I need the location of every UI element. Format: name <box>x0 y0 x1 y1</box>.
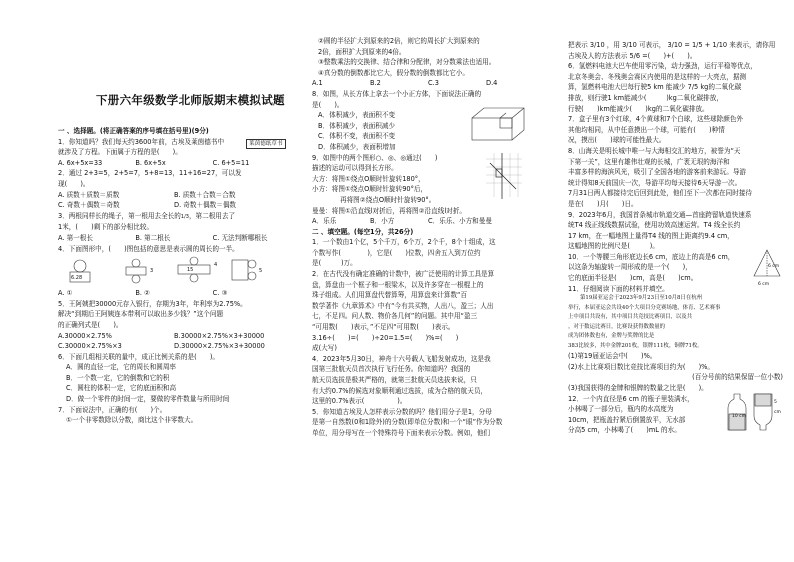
q2-options-ab <box>58 190 290 201</box>
q2-option-b: B. 质数＋合数＝合数 <box>174 190 236 199</box>
f3-line-b: 成(大写) <box>312 344 337 353</box>
q7c-line-2: 其他均相同，从中任意摸出一个球，可能有( )种情 <box>568 125 725 134</box>
q7-options <box>312 78 544 89</box>
q3-option-a: A. 第一根长 <box>58 233 93 242</box>
q6-option-c: C．圆柱的体积一定，它的底面积和高 <box>66 384 177 393</box>
q8c-line-6: 是在( )月( )日。 <box>568 199 638 208</box>
column-2 <box>312 36 544 562</box>
q11-sub-3: (3)我国获得的金牌和银牌的数量之比是( )。 <box>568 384 708 393</box>
passage-line-6: 383比较多，其中金牌201枚，银牌111枚，铜牌71枚。 <box>568 342 703 349</box>
q6-line-2: 北京冬奥会、冬残奥会赛区内使用的是这样的一大亮点，据测 <box>568 72 747 81</box>
passage-line-5: 成为团体数也有，金牌与奖牌的比是 <box>568 333 655 340</box>
q8c-line-5: 7月31日两人都接待完后回到此处，他们至下一次都在同时接待 <box>568 189 753 198</box>
q2-option-d: D. 奇数＋偶数＝偶数 <box>174 201 237 210</box>
q4-num-2: 3 <box>150 268 154 275</box>
q6-line: 6．下面几组相关联的量中，成正比例关系的是( )。 <box>58 352 219 361</box>
q5-line-1: 5．王阿姨把30000元存入银行，存期为3年，年利率为2.75%。 <box>58 299 247 308</box>
q3-options <box>58 233 290 244</box>
q8-block <box>312 110 544 152</box>
section-heading-1: 一 、选择题。(将正确答案的序号填在括号里)(9分) <box>58 127 209 135</box>
q9-line-1: 9．如图中的两个图形○、◎、◎通过( ) <box>312 153 438 162</box>
q4-num-1: 6.28 <box>71 275 83 282</box>
q9c-line-3: 17 km，在一幅地图上量得T4 线的图上距离约9.4 cm， <box>568 231 734 240</box>
column-3 <box>568 40 783 562</box>
f4-line-4: 有大约0.7%的候选对象顺利通过选拔，成为合格的航天员， <box>312 386 488 395</box>
q1-option-c: C. 6+5=11 <box>212 158 250 167</box>
column-1 <box>58 126 290 562</box>
f2-line-6: “可用数( )表示，”不足四“可用数( )表示。 <box>312 323 455 332</box>
q8c-line-1: 8．山海关是明长城中唯一与大海相交汇的地方，被誉为“天 <box>568 146 741 155</box>
q4-option-a: A. ① <box>58 289 73 298</box>
q1-option-a: A. 6x+5x=33 <box>58 158 103 167</box>
q8-option-a: A．体积减少，表面积不变 <box>318 111 396 120</box>
f5-continued-2: 古埃及人的方法表示 5/6 =( )+( )。 <box>568 51 697 60</box>
q4-line: 4．下面图形中，( )图包括的意思是表示圆的周长的一半。 <box>58 244 239 253</box>
q8c-line-4: 统计得知8天前国庆一次，导游平均每天接待6天导游一次。 <box>568 178 742 187</box>
q3-option-c: C. 无法判断哪根长 <box>212 233 268 242</box>
f4-line-2: 国第三批航天员首次执行飞行任务。你知道吗？我国的 <box>312 365 471 374</box>
q7-option-a: A.1 <box>312 79 323 88</box>
f3-line: 3.16÷( )=( )÷20=1.5=( )%=( ) <box>312 333 459 342</box>
q4-option-c: C. ③ <box>212 289 228 298</box>
f1-line-3: 是( )万。 <box>312 259 357 268</box>
triangle-base-label: 6 cm <box>758 281 770 287</box>
q12-line-2: 小林喝了一部分后，瓶内的水高度为 <box>568 405 674 414</box>
f5-line-3: 单位，用分母写在一个特殊符号下面来表示分数。例如，他们 <box>312 428 491 437</box>
q4-figures-svg <box>58 254 290 288</box>
passage-block <box>568 294 783 351</box>
f2-line-4: 数学著作《九章算术》中有“今有共买物，人出八，盈三；人出 <box>312 301 494 310</box>
f5-line-2: 是第一自然数(0和1除外)的分数(即单位分数)和一个“眼”作为分数 <box>312 418 503 427</box>
q12-line-4: 分高5 cm，小林喝了( )mL 的水。 <box>568 426 681 435</box>
q6-option-a: A．圆的直径一定，它的周长和圆周率 <box>66 363 177 372</box>
q4-options <box>58 288 290 299</box>
q2-option-c: C. 奇数＋偶数＝奇数 <box>58 201 120 210</box>
q5-options-ab <box>58 331 290 342</box>
q9-option-b: B．小方 <box>370 217 395 226</box>
passage-line-1: 第19届亚运会于2023年9月23日至10月8日在杭州 <box>580 295 703 302</box>
f4-line-3: 航天员选拔是极其严格的，就第三批航天员选拔来说，只 <box>312 376 477 384</box>
q1-options <box>58 158 290 169</box>
f5-line-1: 5．你知道古埃及人怎样表示分数的吗？他们用分子是1，分母 <box>312 407 492 416</box>
q2-line-2: 现( )。 <box>58 179 90 188</box>
bottle-gap-label: 5 cm <box>774 399 781 416</box>
q1-line-1: 1．你知道吗？我们每天约3600年前，古埃及莱茵德书中 <box>58 137 225 146</box>
q7-statement-1: ①一个非零数除以分数，商比这个非零数大。 <box>66 416 198 425</box>
passage-line-2: 举行，本届亚运会共设40个大项目分竞赛场地，体育、艺术赛事 <box>568 304 721 311</box>
q4-figures <box>58 254 290 288</box>
q3-line-2: 1米，( )剩下的部分相比较。 <box>58 223 154 232</box>
f4-line-1: 4．2023年5月30日，神舟十六号载人飞船发射成功，这是我 <box>312 354 491 363</box>
q7-option-c: C.3 <box>428 79 439 88</box>
q9-grid-figure <box>482 151 526 201</box>
q5-option-b: B.30000×2.75%×3+30000 <box>174 331 265 340</box>
q4-option-b: B. ② <box>135 289 150 298</box>
q2-line-1: 2．通过 2+3=5，2+5=7，5+8=13，11+16=27，可以发 <box>58 169 242 178</box>
q8-option-b: B．体积减少，表面积减少 <box>318 121 396 130</box>
q12-line-1: 12．一个内直径是6 cm 的瓶子里装满水， <box>568 394 694 403</box>
f1-line-2: 个数写作( )，它是( )位数，四舍五入到万位约 <box>312 248 481 257</box>
q9-block <box>312 153 544 227</box>
q3-line-1: 3．两根同样长的绳子，第一根用去全长的1/3，第二根用去了 <box>58 211 236 220</box>
q7-option-d: D.4 <box>486 79 498 88</box>
page-title: 下册六年级数学北师版期末模拟试题 <box>96 93 285 107</box>
f2-line-5: 七，不足四。问人数、物价各几何”的问题。其中用“盈三 <box>312 312 478 321</box>
q10-line-3: 它的底面半径是( )cm，高是( )cm。 <box>568 274 698 283</box>
passage-line-4: 。对于数运比赛日，比赛设获得数数量的 <box>568 323 666 330</box>
q6-option-d: D．做一个零件的时间一定，要做的零件数量与所用时间 <box>66 395 230 404</box>
q5-option-a: A.30000×2.75% <box>58 331 112 340</box>
q6-line-1: 6．氢燃料电池大巴车使用零污染，动力强劲，运行平稳等优点， <box>568 62 757 71</box>
q9c-line-4: 这幅地图的比例尺是( )。 <box>568 242 659 251</box>
q4-num-5: 5 <box>259 268 263 275</box>
q7-statement-3: ③整数乘法的交换律、结合律和分配律，对分数乘法也适用。 <box>318 58 496 67</box>
f2-line-3: 珠子组成。人们用算盘代替算筹，用算盘来计算数“百 <box>312 291 468 300</box>
q9-options <box>312 216 544 227</box>
q7-line: 7．下面说法中，正确的有( )个。 <box>58 405 167 414</box>
q6-option-b: B．一个数一定，它的倒数和它的积 <box>66 373 170 382</box>
q6-line-5: 行驶( )km能减少( )kg的二氧化碳排放。 <box>568 104 709 113</box>
q9-option-c: C．乐乐、小方和曼曼 <box>428 217 492 226</box>
q5-option-c: C.30000×2.75%×3 <box>58 342 122 351</box>
q9-line-2: 描述的运动可以得到长方形。 <box>312 164 398 173</box>
q6-line-3: 算，氢燃料电池大巴每行驶5 km 能减少 7/5 kg的二氧化碳 <box>568 83 742 92</box>
f2-line-2: 盘，算盘由一个框子和一根梁木，以及许多穿在一根棍上的 <box>312 280 484 289</box>
q11-sub-2-note: (百分号前的结果保留一位小数) <box>692 373 783 382</box>
q5-line-2: 解决“到期后王阿姨连本带利可以取出多少钱？”这个问题 <box>58 310 224 319</box>
q7-statement-2: ②圆的半径扩大到原来的2倍，则它的周长扩大到原来的 <box>318 37 480 45</box>
section-heading-2: 二 、填空题。(每空1分，共26分) <box>312 227 414 236</box>
q7-option-b: B.2 <box>370 79 381 88</box>
q10-block <box>568 252 783 287</box>
q9-opinion-c: 再将图②绕点O顺时针旋转90°。 <box>340 195 436 204</box>
q7c-line-3: 况，摸出( )球的可能性最大。 <box>568 136 666 145</box>
q8c-line-2: 下第一关”，这里有雄伟壮观的长城，广袤无垠的海洋和 <box>568 157 730 166</box>
q1-option-b: B. 6x+5x <box>135 158 166 167</box>
q2-option-a: A. 质数＋质数＝质数 <box>58 190 120 199</box>
f4-line-5: 这里的0.7%表示( )。 <box>312 397 407 406</box>
q9c-line-2: 统T4 线正线线数据试验，使用功效高速运营。T4 线全长约 <box>568 221 741 230</box>
papyrus-label: 莱茵德纸草书 <box>246 139 286 149</box>
q2-options-cd <box>58 200 290 211</box>
q11-sub-1: (1)第19届亚运会中( )%。 <box>568 352 657 361</box>
q5-options-cd <box>58 341 290 352</box>
q12-line-3: 10cm，把瓶盖拧紧后倒置放平，无水部 <box>568 415 686 424</box>
q4-num-4: 15 <box>187 267 194 274</box>
q7-statement-2b: 2倍，面积扩大到原来的4倍。 <box>318 47 406 56</box>
q10-line-1: 10．一个等腰三角形底边长6 cm，底边上的高是6 cm， <box>568 252 735 261</box>
q12-block <box>568 394 783 436</box>
cuboid-figure <box>470 104 530 144</box>
q9c-line-1: 9．2023年6月，我国首条城市轨道交通—首座跨留轨道快速系 <box>568 210 752 219</box>
q9-opinion-a: 大方：将图①绕点O顺时针旋转180°， <box>312 174 425 183</box>
q7-statement-4: ④真分数的倒数都比它大，假分数的倒数都比它小。 <box>318 68 469 77</box>
q11-sub-2: (2)水上比赛项目数比竞技比赛项目约为( )%。 <box>568 362 715 371</box>
q5-option-d: D.30000×2.75%×3+30000 <box>174 342 265 351</box>
q8-line-1: 8．如图，从长方体上拿去一个小正方体，下面说法正确的 <box>312 89 482 98</box>
passage-line-3: 上中项目共设有，其中项目共竞技比赛项目，以及共 <box>568 314 692 321</box>
q5-line-3: 的正确列式是( )。 <box>58 320 123 329</box>
q4-num-3: 4 <box>214 262 218 269</box>
q10-line-2: 以这条为轴旋转一周形成的是一个( )， <box>568 263 692 272</box>
q8-line-2: 是( )。 <box>312 100 344 109</box>
q3-option-b: B. 第二根长 <box>135 233 171 242</box>
q9-option-a: A．乐乐 <box>312 217 337 226</box>
triangle-height-label: 6 cm <box>768 263 780 269</box>
q8-option-c: C．体积不变，表面积不变 <box>318 132 396 141</box>
f1-line-1: 1．一个数由1个亿，5个千万，6个万，2个千，8个十组成，这 <box>312 238 496 247</box>
bottle-height-label: 10 cm <box>732 413 747 419</box>
q8c-line-3: 丰富多样的海滨风光，吸引了全国各地的游客前来游玩。导游 <box>568 168 747 177</box>
q6-line-4: 排放，则行驶1 km能减少( )kg二氧化碳排放， <box>568 93 723 102</box>
q9-opinion-d: 曼曼：将图①沿直线l对折后，再将图②沿直线l对折。 <box>312 206 466 215</box>
q9-opinion-b: 小方：将图①绕点O顺时针旋转90°后， <box>312 185 428 194</box>
q11-line: 11．仔细阅读下面的材料并填空。 <box>568 284 669 293</box>
q7c-line-1: 7．盒子里有3个红球，4个黄球和7个白球，这些球除颜色外 <box>568 115 744 124</box>
q8-option-d: D．体积减少，表面积增加 <box>318 142 396 151</box>
f5-continued-1: 把表示 3/10 ，用 3/10 可表示， 3/10 = 1/5 + 1/10 来表示，请你用 <box>568 41 776 49</box>
q1-line-2: 就涉及了方程。下面属于方程的是( )。 <box>58 148 182 157</box>
f2-line-1: 2．在古代没有确定准确的计数中，被广泛使用的计算工具是算 <box>312 270 495 279</box>
